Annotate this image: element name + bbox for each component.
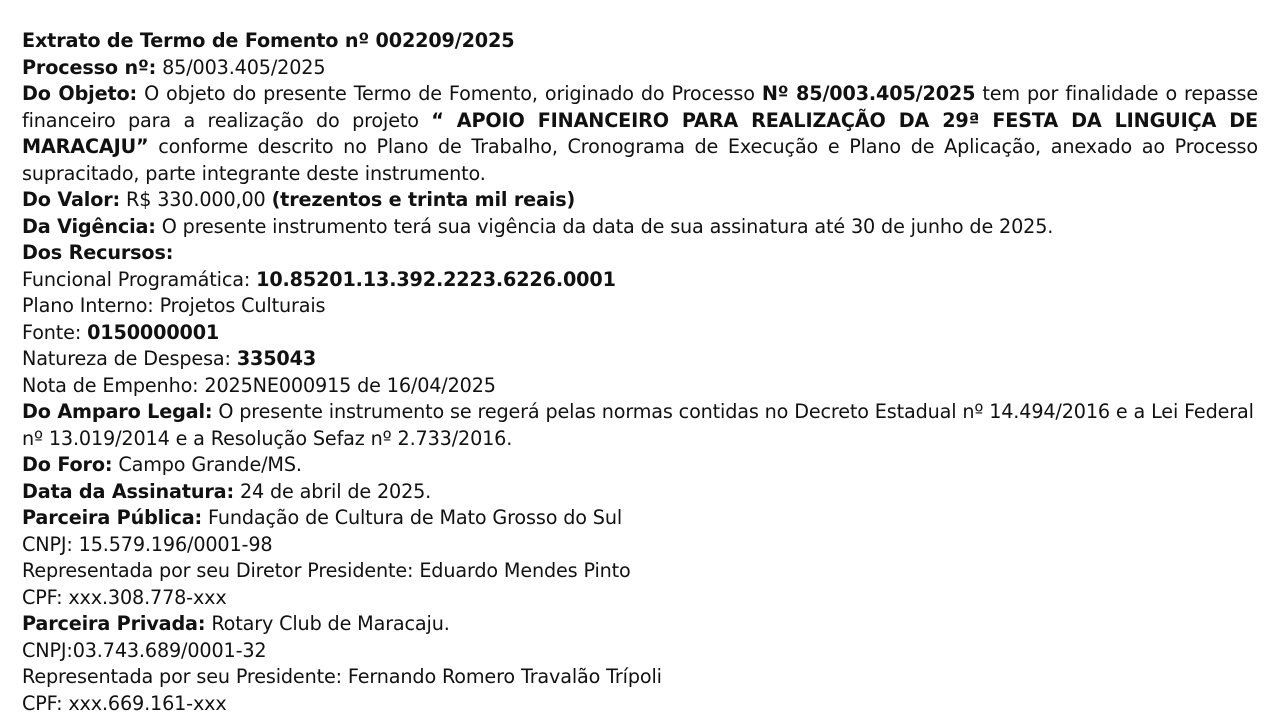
amparo-label: Do Amparo Legal: [22, 400, 212, 423]
funcional-value: 10.85201.13.392.2223.6226.0001 [256, 268, 616, 291]
vigencia-label: Da Vigência: [22, 215, 156, 238]
objeto-processo-number: Nº 85/003.405/2025 [762, 82, 975, 105]
parceira-privada-cnpj: CNPJ:03.743.689/0001-32 [22, 638, 1258, 665]
foro-line: Do Foro: Campo Grande/MS. [22, 452, 1258, 479]
parceira-publica-cnpj: CNPJ: 15.579.196/0001-98 [22, 532, 1258, 559]
parceira-publica-cpf: CPF: xxx.308.778-xxx [22, 585, 1258, 612]
funcional-line: Funcional Programática: 10.85201.13.392.2223.6226.0001 [22, 267, 1258, 294]
natureza-line: Natureza de Despesa: 335043 [22, 346, 1258, 373]
nota-empenho-line: Nota de Empenho: 2025NE000915 de 16/04/2025 [22, 373, 1258, 400]
processo-line [22, 55, 1258, 82]
parceira-privada-line: Parceira Privada: Rotary Club de Maracaju. [22, 611, 1258, 638]
recursos-heading: Dos Recursos: [22, 240, 1258, 267]
fonte-line: Fonte: 0150000001 [22, 320, 1258, 347]
parceira-privada-cpf: CPF: xxx.669.161-xxx [22, 691, 1258, 717]
amparo-paragraph: Do Amparo Legal: O presente instrumento se regerá pelas normas contidas no Decreto Estadual nº 14.494/2016 e a Lei Federal nº 13.019/2014 e a Resolução Sefaz nº 2.733/2016. [22, 399, 1258, 452]
objeto-paragraph: Do Objeto: O objeto do presente Termo de Fomento, originado do Processo Nº 85/003.405/2025 tem por finalidade o repasse financeiro para a realização do projeto “ APOIO FINANCEIRO PARA REALIZAÇÃO DA 29ª FESTA DA LINGUIÇA DE MARACAJU” conforme descrito no Plano de Trabalho, Cronograma de Execução e Plano de Aplicação, anexado ao Processo supracitado, parte integrante deste instrumento. [22, 81, 1258, 187]
assinatura-line: Data da Assinatura: 24 de abril de 2025. [22, 479, 1258, 506]
vigencia-line: Da Vigência: O presente instrumento terá sua vigência da data de sua assinatura até 30 de junho de 2025. [22, 214, 1258, 241]
projeto-name: “ APOIO FINANCEIRO PARA REALIZAÇÃO DA 29ª FESTA DA LINGUIÇA DE MARACAJU” [22, 109, 1258, 159]
valor-line [22, 187, 1258, 214]
assinatura-label: Data da Assinatura: [22, 480, 234, 503]
parceira-publica-line: Parceira Pública: Fundação de Cultura de Mato Grosso do Sul [22, 505, 1258, 532]
valor-label: Do Valor: [22, 188, 120, 211]
parceira-privada-label: Parceira Privada: [22, 612, 205, 635]
processo-label: Processo nº: [22, 56, 156, 79]
foro-label: Do Foro: [22, 453, 112, 476]
extrato-document [22, 28, 1258, 717]
valor-amount: R$ 330.000,00 [126, 188, 266, 211]
natureza-value: 335043 [237, 347, 316, 370]
processo-value: 85/003.405/2025 [162, 56, 325, 79]
plano-interno-line: Plano Interno: Projetos Culturais [22, 293, 1258, 320]
parceira-publica-representante: Representada por seu Diretor Presidente: Eduardo Mendes Pinto [22, 558, 1258, 585]
objeto-label: Do Objeto: [22, 82, 137, 105]
fonte-value: 0150000001 [87, 321, 219, 344]
document-title: Extrato de Termo de Fomento nº 002209/2025 [22, 28, 1258, 55]
parceira-privada-representante: Representada por seu Presidente: Fernando Romero Travalão Trípoli [22, 664, 1258, 691]
parceira-publica-label: Parceira Pública: [22, 506, 202, 529]
valor-extenso: (trezentos e trinta mil reais) [272, 188, 576, 211]
